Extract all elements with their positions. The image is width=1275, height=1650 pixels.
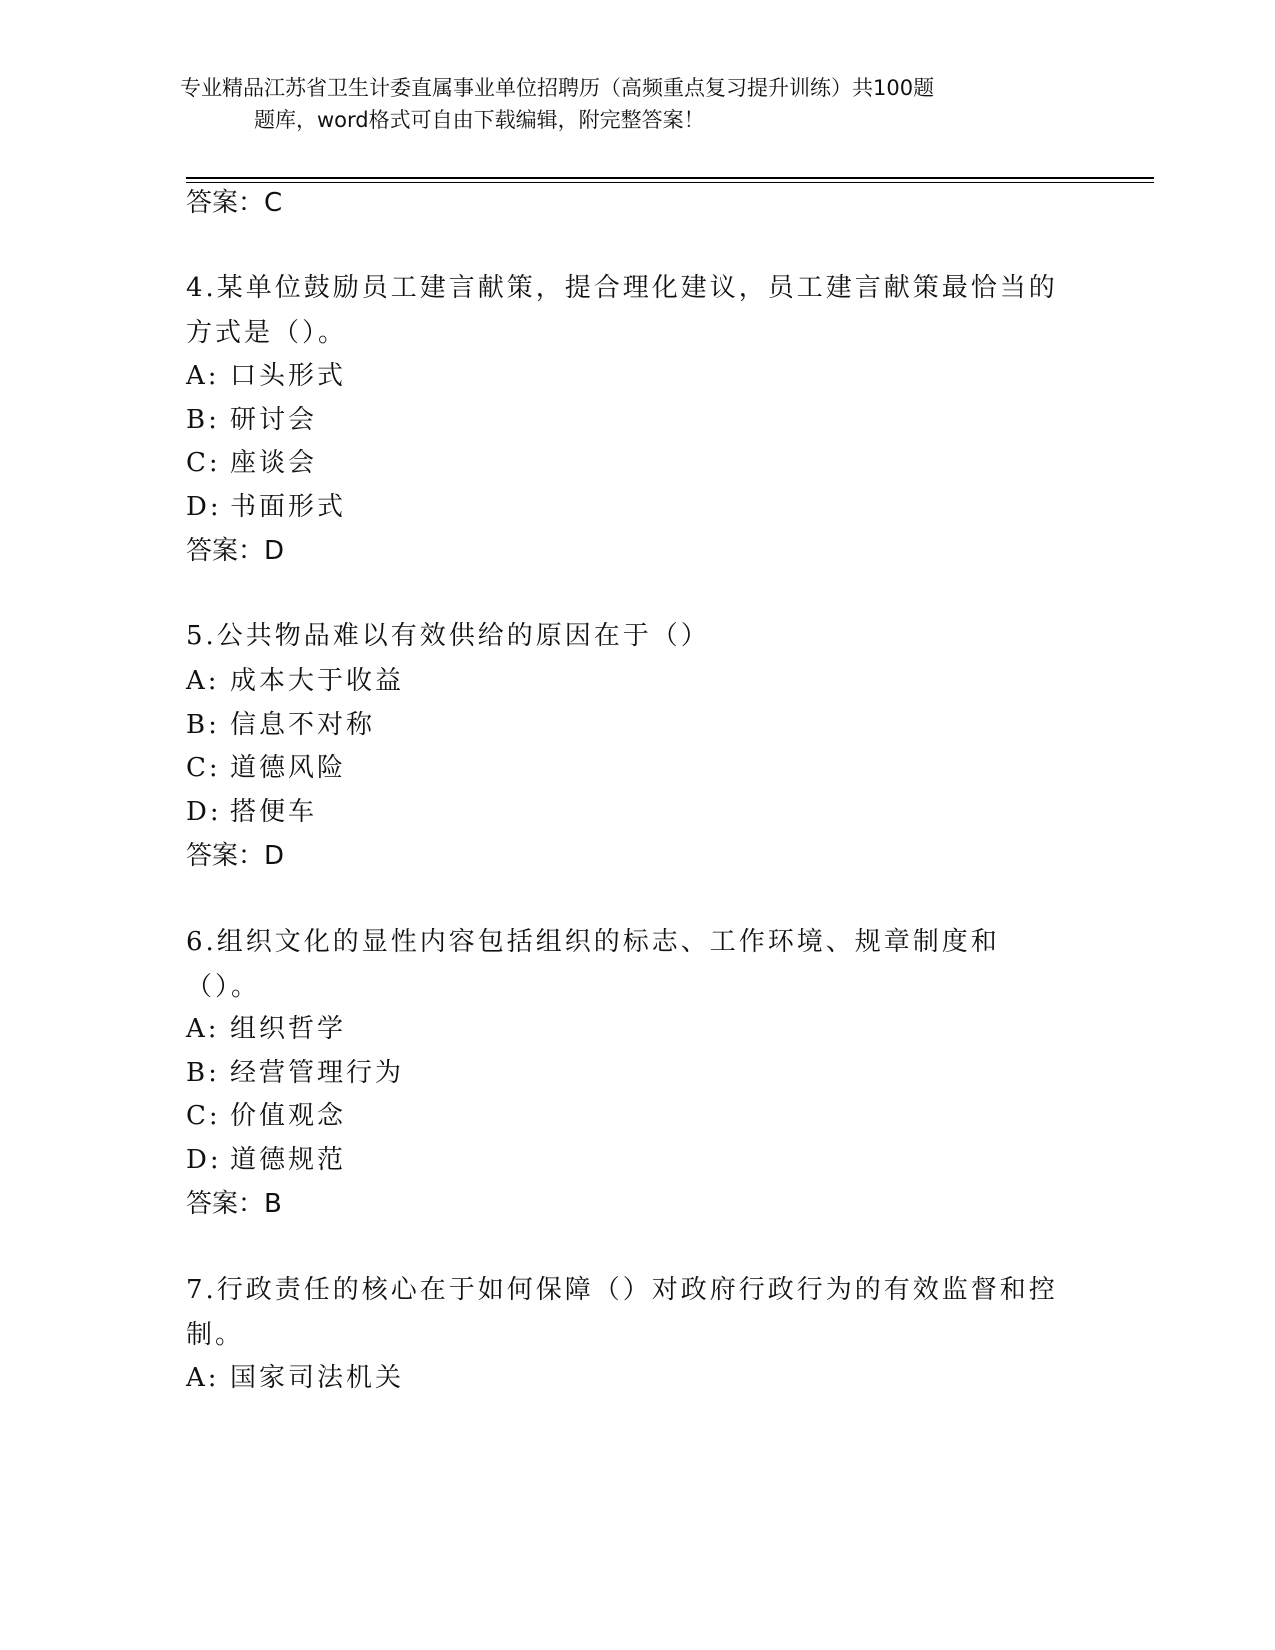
question-4: 4.某单位鼓励员工建言献策，提合理化建议，员工建言献策最恰当的方式是（）。 [186,273,1058,348]
option-text: 书面形式 [230,492,347,522]
option-text: 座谈会 [230,448,318,478]
option-q4-d [186,490,346,524]
option-q5-b [186,708,375,742]
option-text: 道德风险 [230,753,347,783]
option-text: 搭便车 [230,797,318,827]
option-letter: B: [186,1058,220,1088]
option-text: 价值观念 [230,1101,347,1131]
option-q7-a [186,1361,404,1395]
option-q6-b [186,1056,404,1090]
option-q5-a [186,664,404,698]
option-letter: D: [186,797,222,827]
header-divider-thick [186,177,1154,179]
option-text: 信息不对称 [230,710,376,740]
answer-q6: 答案：B [186,1189,282,1219]
option-letter: A: [186,361,220,391]
option-letter: B: [186,405,220,435]
option-q4-c [186,446,317,480]
header-divider-thin [186,182,1154,183]
question-5: 5.公共物品难以有效供给的原因在于（） [186,621,710,651]
option-q6-c [186,1099,346,1133]
document-header [180,72,1080,136]
option-letter: C: [186,448,221,478]
option-q5-c [186,751,346,785]
option-letter: A: [186,666,220,696]
answer-q5: 答案：D [186,841,285,871]
option-letter: D: [186,492,222,522]
option-letter: A: [186,1014,220,1044]
option-text: 道德规范 [230,1145,347,1175]
answer-q4: 答案：D [186,536,285,566]
option-text: 口头形式 [230,361,347,391]
header-line-2: 题库，word格式可自由下载编辑，附完整答案！ [254,108,705,132]
option-letter: D: [186,1145,222,1175]
option-letter: B: [186,710,220,740]
option-q4-b [186,403,317,437]
option-text: 组织哲学 [230,1014,347,1044]
answer-q3: 答案：C [186,188,283,218]
option-letter: A: [186,1363,220,1393]
option-text: 国家司法机关 [230,1363,405,1393]
option-text: 研讨会 [230,405,318,435]
option-text: 成本大于收益 [230,666,405,696]
question-6: 6.组织文化的显性内容包括组织的标志、工作环境、规章制度和（）。 [186,927,1000,1002]
option-q6-a [186,1012,346,1046]
option-letter: C: [186,753,221,783]
option-q5-d [186,795,317,829]
option-q6-d [186,1143,346,1177]
option-q4-a [186,359,346,393]
header-line-1: 专业精品江苏省卫生计委直属事业单位招聘历（高频重点复习提升训练）共100题 [180,76,935,100]
option-letter: C: [186,1101,221,1131]
option-text: 经营管理行为 [230,1058,405,1088]
question-7: 7.行政责任的核心在于如何保障（）对政府行政行为的有效监督和控制。 [186,1275,1058,1350]
